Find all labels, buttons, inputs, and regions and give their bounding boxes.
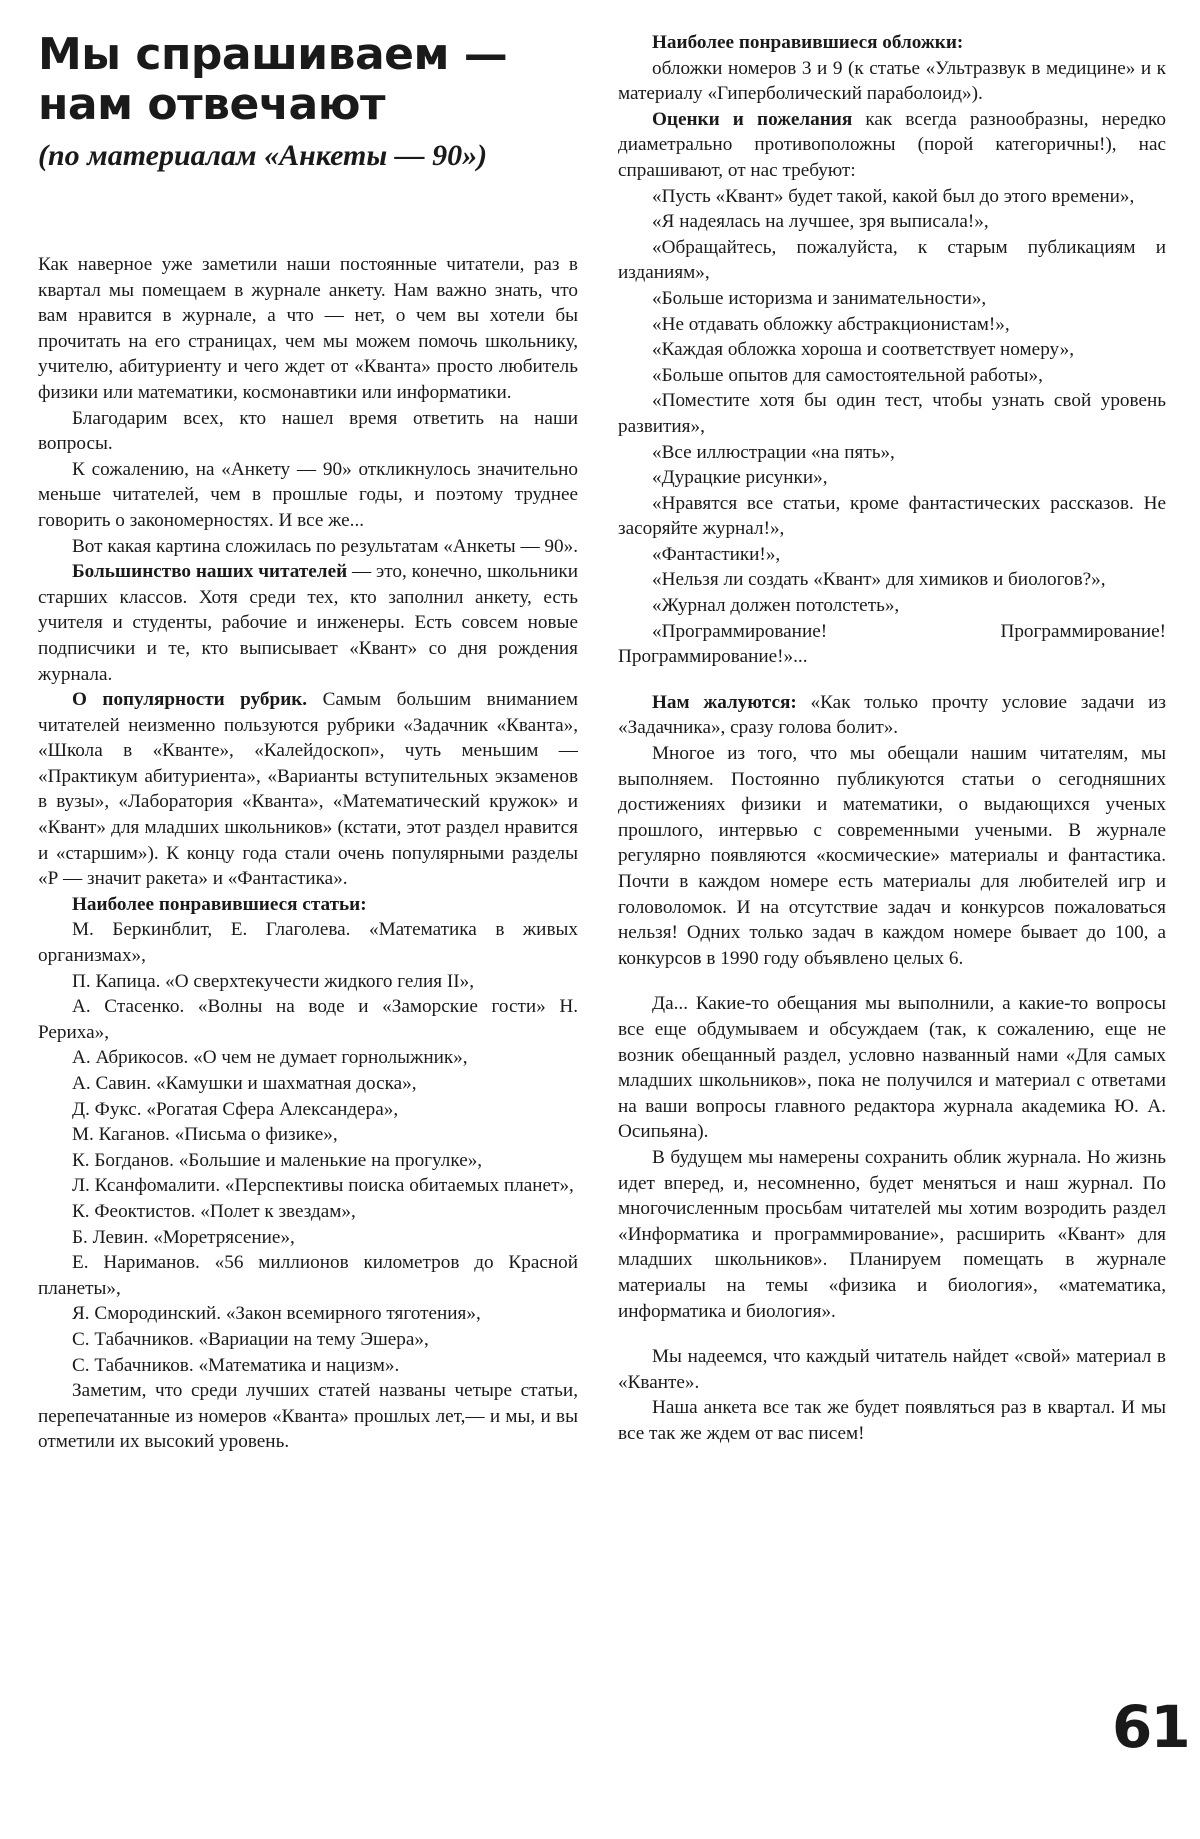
hope-paragraph: Мы надеемся, что каждый читатель найдет «свой» материал в «Кванте». — [618, 1346, 1166, 1393]
reader-quote: «Пусть «Квант» будет такой, какой был до этого времени», — [652, 185, 1135, 207]
reader-quote: «Больше историзма и занимательности», — [652, 287, 987, 309]
article-subtitle: (по материалам «Анкеты — 90») — [38, 139, 488, 172]
article-item: К. Богданов. «Большие и маленькие на прогулке», — [72, 1149, 483, 1171]
picture-paragraph: Вот какая картина сложилась по результатам «Анкеты — 90». — [72, 535, 579, 557]
reader-quote: «Поместите хотя бы один тест, чтобы узнать свой уровень развития», — [618, 390, 1166, 437]
reader-quote: «Дурацкие рисунки», — [652, 467, 828, 489]
majority-paragraph — [38, 559, 578, 687]
thanks-paragraph: Благодарим всех, кто нашел время ответить на наши вопросы. — [38, 407, 578, 455]
reader-quote: «Обращайтесь, пожалуйста, к старым публикациям и изданиям», — [618, 236, 1166, 284]
article-title — [38, 30, 578, 130]
majority-text: — это, конечно, школьники старших классов. Хотя среди тех, кто заполнил анкету, есть учителя и студенты, рабочие и инженеры. Есть совсем новые подписчики и те, кто выписывает «Квант» со дня рождения журнала. — [38, 561, 578, 685]
pending-paragraph: Да... Какие-то обещания мы выполнили, а какие-то вопросы все еще обдумываем и обсуждаем (так, к сожалению, еще не возник обещанный раздел, условно названный нами «Для самых младших школьников», пока не получился и материал с ответами на ваши вопросы главного редактора журнала академика Ю. А. Осипьяна). — [618, 993, 1166, 1143]
reader-quote: «Нельзя ли создать «Квант» для химиков и биологов?», — [652, 569, 1106, 591]
reader-quote: «Все иллюстрации «на пять», — [652, 441, 895, 463]
final-paragraph: Наша анкета все так же будет появляться раз в квартал. И мы все так же ждем от вас писем! — [618, 1397, 1166, 1444]
article-item: Д. Фукс. «Рогатая Сфера Александера», — [72, 1098, 399, 1120]
reader-quote: «Журнал должен потолстеть», — [652, 595, 900, 617]
article-item: Е. Нариманов. «56 миллионов километров до Красной планеты», — [38, 1252, 578, 1299]
complaint-text: «Как только прочту условие задачи из «Задачника», сразу голова болит». — [618, 691, 1166, 739]
reader-quote: «Я надеялась на лучшее, зря выписала!», — [652, 211, 989, 233]
article-item: П. Капица. «О сверхтекучести жидкого гелия II», — [72, 970, 475, 992]
right-column — [618, 30, 1166, 1446]
popularity-lead: О популярности рубрик. — [72, 689, 308, 711]
article-item: М. Беркинблит, Е. Глаголева. «Математика в живых организмах», — [38, 919, 578, 967]
complaint-lead: Нам жалуются: — [652, 691, 797, 713]
article-item: А. Савин. «Камушки и шахматная доска», — [72, 1073, 417, 1094]
article-item: А. Абрикосов. «О чем не думает горнолыжник», — [72, 1047, 468, 1069]
regret-paragraph: К сожалению, на «Анкету — 90» откликнулось значительно меньше читателей, чем в прошлые годы, и поэтому труднее говорить о закономерностях. И все же... — [38, 458, 578, 531]
popularity-text: Самым большим вниманием читателей неизменно пользуются рубрики «Задачник «Кванта», «Школа в «Кванте», «Калейдоскоп», чуть меньшим — «Практикум абитуриента», «Варианты вступительных экзаменов в вузы», «Лаборатория «Кванта», «Математический кружок» и «Квант» для младших школьников» (кстати, этот раздел нравится и «старшим»). К концу года стали очень популярными разделы «Р — значит ракета» и «Фантастика». — [38, 689, 578, 890]
article-item: С. Табачников. «Вариации на тему Эшера», — [72, 1328, 429, 1350]
left-column — [38, 30, 578, 1455]
wishes-paragraph — [618, 107, 1166, 184]
article-item: Л. Ксанфомалити. «Перспективы поиска обитаемых планет», — [72, 1175, 574, 1197]
article-item: М. Каганов. «Письма о физике», — [72, 1124, 338, 1146]
wishes-text: как всегда разнообразны, нередко диаметрально противоположны (порой категоричны!), нас спрашивают, от нас требуют: — [618, 108, 1166, 181]
title-line-1: Мы спрашиваем — — [38, 29, 508, 80]
article-item: К. Феоктистов. «Полет к звездам», — [72, 1200, 356, 1222]
reader-quote: «Программирование! Программирование! Программирование!»... — [618, 620, 1166, 668]
article-item: А. Стасенко. «Волны на воде и «Заморские гости» Н. Рериха», — [38, 996, 578, 1043]
page-number: 61 — [1112, 1693, 1189, 1761]
intro-paragraph: Как наверное уже заметили наши постоянные читатели, раз в квартал мы помещаем в журнале анкету. Нам важно знать, что вам нравится в журнале, а что — нет, о чем вы хотели бы прочитать на его страницах, чем мы можем помочь школьнику, учителю, абитуриенту и чего ждет от «Кванта» просто любитель физики или математики, космонавтики или информатики. — [38, 254, 578, 403]
reader-quote: «Каждая обложка хороша и соответствует номеру», — [652, 339, 1075, 361]
article-item: С. Табачников. «Математика и нацизм». — [72, 1354, 400, 1376]
title-line-2: нам отвечают — [38, 79, 385, 130]
reader-quote: «Не отдавать обложку абстракционистам!», — [652, 313, 1010, 335]
covers-paragraph: обложки номеров 3 и 9 (к статье «Ультразвук в медицине» и к материалу «Гиперболический параболоид»). — [618, 57, 1166, 105]
articles-heading: Наиболее понравившиеся статьи: — [72, 893, 367, 915]
article-item: Я. Смородинский. «Закон всемирного тяготения», — [72, 1303, 481, 1325]
article-item: Б. Левин. «Моретрясение», — [72, 1226, 295, 1248]
promises-paragraph: Многое из того, что мы обещали нашим читателям, мы выполняем. Постоянно публикуются статьи о сегодняшних достижениях физики и математики, о выдающихся ученых прошлого, интервью с современными учеными. В журнале регулярно появляются «космические» материалы и фантастика. Почти в каждом номере есть материалы для любителей игр и головоломок. И на отсутствие задач и конкурсов пожаловаться нельзя! Одних только задач в каждом номере бывает до 100, а конкурсов в 1990 году объявлено целых 6. — [618, 743, 1166, 969]
covers-heading: Наиболее понравившиеся обложки: — [652, 32, 964, 53]
closing-paragraph: Заметим, что среди лучших статей названы четыре статьи, перепечатанные из номеров «Кванта» прошлых лет,— и мы, и вы отметили их высокий уровень. — [38, 1380, 578, 1453]
wishes-lead: Оценки и пожелания — [652, 108, 853, 130]
majority-lead: Большинство наших читателей — [72, 561, 348, 583]
complaint-paragraph — [618, 690, 1166, 741]
popularity-paragraph — [38, 687, 578, 892]
future-paragraph: В будущем мы намерены сохранить облик журнала. Но жизнь идет вперед, и, несомненно, будет меняться и наш журнал. По многочисленным просьбам читателей мы хотим возродить раздел «Информатика и программирование», расширить «Квант» для младших школьников». Планируем помещать в журнале материалы на темы «физика и биология», «математика, информатика и биология». — [618, 1146, 1166, 1322]
reader-quote: «Фантастики!», — [652, 543, 781, 565]
reader-quote: «Нравятся все статьи, кроме фантастических рассказов. Не засоряйте журнал!», — [618, 492, 1166, 540]
reader-quote: «Больше опытов для самостоятельной работы», — [652, 364, 1043, 386]
